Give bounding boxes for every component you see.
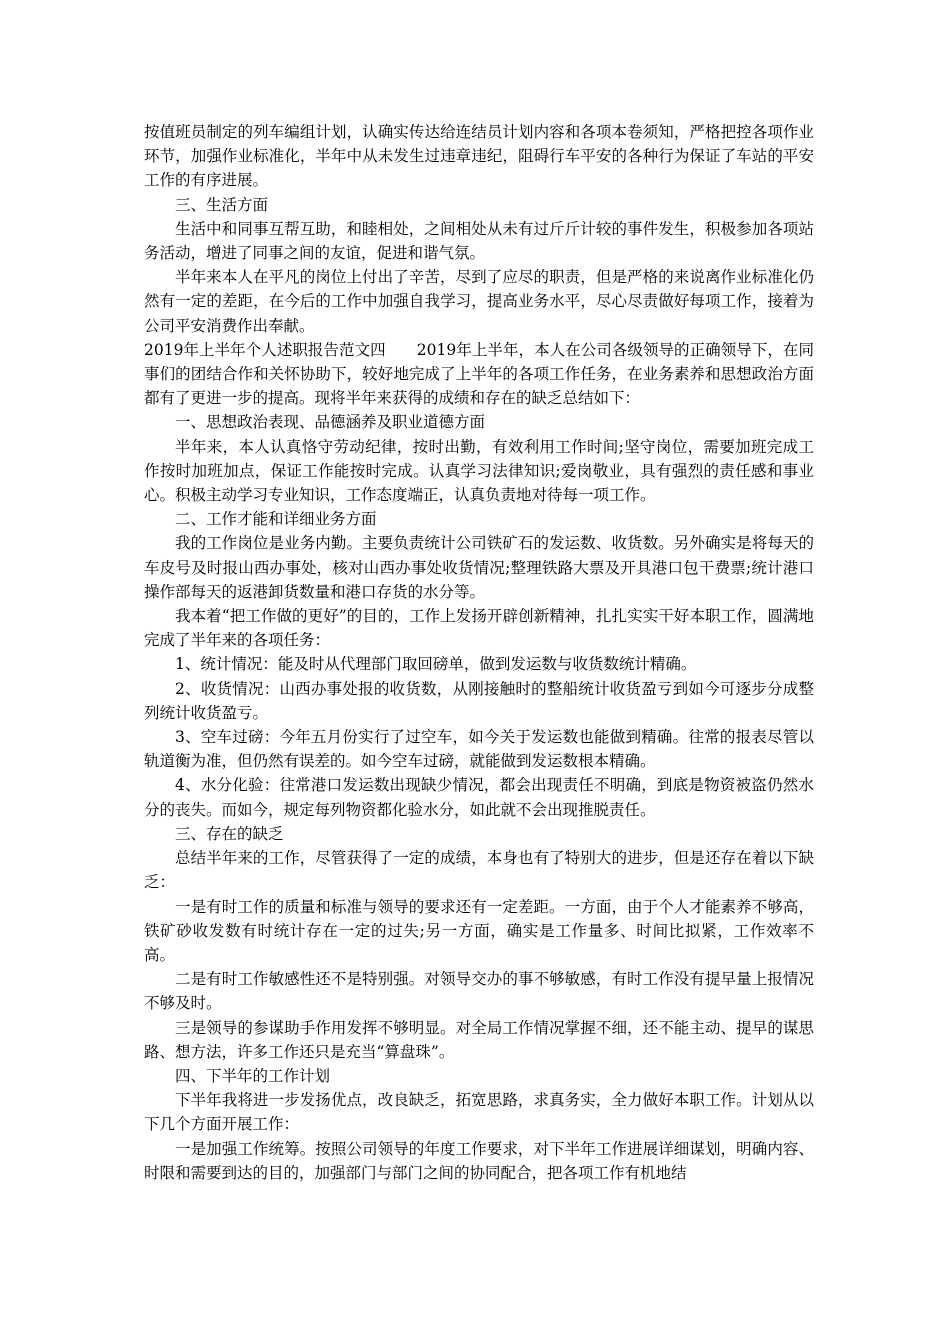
paragraph: 半年来，本人认真恪守劳动纪律，按时出勤，有效利用工作时间;坚守岗位，需要加班完成工作按时加班加点，保证工作能按时完成。认真学习法律知识;爱岗敬业，具有强烈的责任感和事业心。积极主动学习专业知识，工作态度端正，认真负责地对待每一项工作。 (144, 437, 814, 505)
section-heading-work: 二、工作才能和详细业务方面 (175, 510, 377, 529)
paragraph: 总结半年来的工作，尽管获得了一定的成绩，本身也有了特别大的进步，但是还存在着以下缺乏： (144, 849, 814, 892)
paragraph: 我本着“把工作做的更好”的目的，工作上发扬开辟创新精神，扎扎实实干好本职工作，圆满地完成了半年来的各项任务： (144, 607, 814, 650)
section-heading-plan: 四、下半年的工作计划 (175, 1066, 331, 1085)
section-heading-life: 三、生活方面 (175, 195, 269, 214)
list-item: 2、收货情况：山西办事处报的收货数，从刚接触时的整船统计收货盈亏到如今可逐步分成整列统计收货盈亏。 (144, 679, 814, 722)
paragraph: 按值班员制定的列车编组计划，认确实传达给连结员计划内容和各项本卷须知，严格把控各项作业环节，加强作业标准化，半年中从未发生过违章违纪，阻碍行车平安的各种行为保证了车站的平安工作的有序进展。 (144, 123, 814, 190)
paragraph: 三是领导的参谋助手作用发挥不够明显。对全局工作情况掌握不细，还不能主动、提早的谋思路、想方法，许多工作还只是充当“算盘珠”。 (144, 1018, 814, 1061)
paragraph: 一是有时工作的质量和标准与领导的要求还有一定差距。一方面，由于个人才能素养不够高，铁矿砂收发数有时统计存在一定的过失;另一方面，确实是工作量多、时间比拟紧，工作效率不高。 (144, 897, 814, 964)
section-heading-politics: 一、思想政治表现、品德涵养及职业道德方面 (175, 413, 486, 432)
list-item: 3、空车过磅：今年五月份实行了过空车，如今关于发运数也能做到精确。往常的报表尽管以轨道衡为准，但仍然有误差的。如今空车过磅，就能做到发运数根本精确。 (144, 728, 814, 771)
paragraph: 半年来本人在平凡的岗位上付出了辛苦，尽到了应尽的职责，但是严格的来说离作业标准化仍然有一定的差距，在今后的工作中加强自我学习，提高业务水平，尽心尽责做好每项工作，接着为公司平安消费作出奉献。 (144, 268, 814, 335)
paragraph: 我的工作岗位是业务内勤。主要负责统计公司铁矿石的发运数、收货数。另外确实是将每天的车皮号及时报山西办事处，核对山西办事处收货情况;整理铁路大票及开具港口包干费票;统计港口操作部每天的返港卸货数量和港口存货的水分等。 (144, 534, 814, 601)
section-heading-shortcomings: 三、存在的缺乏 (175, 824, 284, 843)
document-body (144, 120, 814, 1185)
paragraph: 下半年我将进一步发扬优点，改良缺乏，拓宽思路，求真务实，全力做好本职工作。计划从以下几个方面开展工作： (144, 1091, 814, 1134)
paragraph: 生活中和同事互帮互助，和睦相处，之间相处从未有过斤斤计较的事件发生，积极参加各项站务活动，增进了同事之间的友谊，促进和谐气氛。 (144, 219, 814, 263)
list-item: 4、水分化验：往常港口发运数出现缺少情况，都会出现责任不明确，到底是物资被盗仍然水分的丧失。而如今，规定每列物资都化验水分，如此就不会出现推脱责任。 (144, 776, 814, 819)
list-item: 1、统计情况：能及时从代理部门取回磅单，做到发运数与收货数统计精确。 (175, 655, 697, 674)
paragraph: 一是加强工作统筹。按照公司领导的年度工作要求，对下半年工作进展详细谋划，明确内容、时限和需要到达的目的，加强部门与部门之间的协同配合，把各项工作有机地结 (144, 1139, 814, 1182)
paragraph: 二是有时工作敏感性还不是特别强。对领导交办的事不够敏感，有时工作没有提早量上报情况不够及时。 (144, 970, 814, 1013)
report-title-paragraph: 2019年上半年个人述职报告范文四 2019年上半年，本人在公司各级领导的正确领导下，在同事们的团结合作和关怀协助下，较好地完成了上半年的各项工作任务，在业务素养和思想政治方面都有了更进一步的提高。现将半年来获得的成绩和存在的缺乏总结如下： (144, 340, 814, 408)
